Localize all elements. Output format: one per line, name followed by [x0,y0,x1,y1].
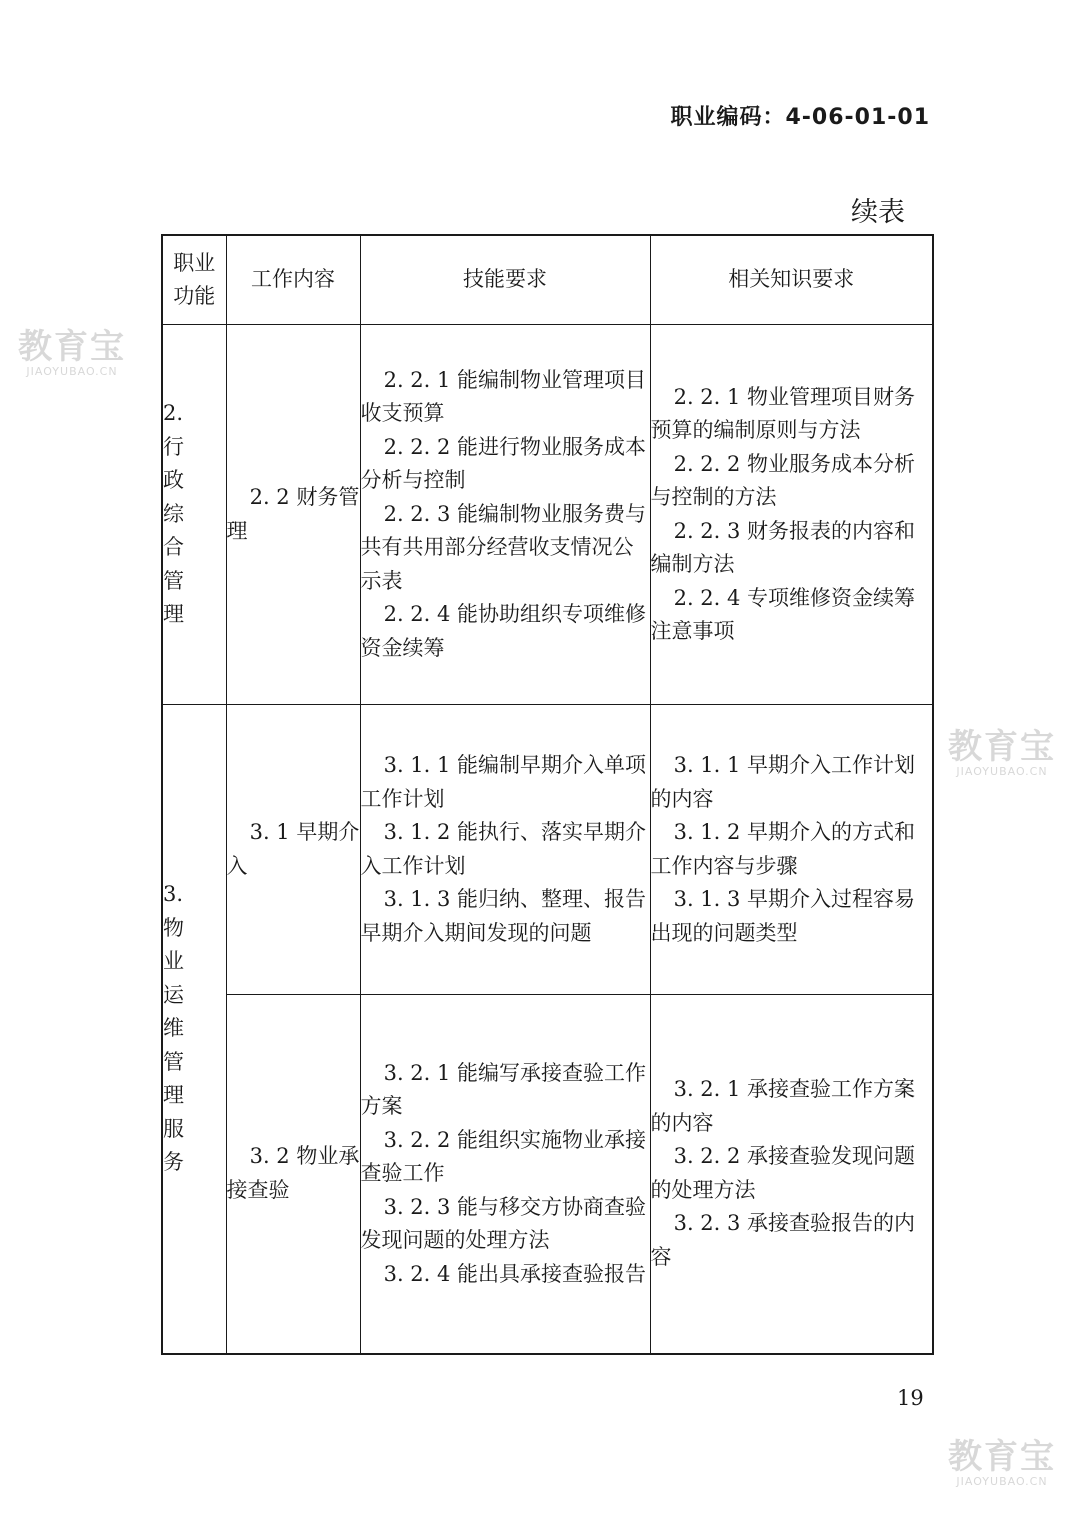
skills-cell [360,325,650,705]
header-function-line: 功能 [173,284,216,308]
function-label-char: 行 [163,434,184,459]
function-label-char: 管 [163,568,184,593]
function-cell-3 [162,705,226,1354]
table-row [162,705,933,995]
header-work-content: 工作内容 [226,235,360,325]
requirement-item: 3. 1. 1 早期介入工作计划的内容 [650,753,916,811]
function-label-char: 务 [163,1150,184,1174]
function-label-char: 3. [163,882,184,906]
knowledge-cell [650,705,933,995]
header-function-line: 职业 [173,250,216,275]
requirement-item: 3. 2. 3 承接查验报告的内容 [650,1211,916,1269]
function-label-char: 运 [163,982,184,1007]
function-label-char: 维 [163,1016,184,1040]
requirement-item: 3. 2. 3 能与移交方协商查验发现问题的处理方法 [360,1194,647,1252]
requirement-item: 2. 2. 2 能进行物业服务成本分析与控制 [360,434,647,493]
skills-cell [360,995,650,1354]
knowledge-cell [650,325,933,705]
work-content-cell: 2. 2 财务管理 [226,325,360,705]
function-label-char: 政 [163,468,184,493]
function-label-char: 2. [163,401,184,426]
requirement-item: 3. 2. 1 能编写承接查验工作方案 [360,1060,647,1118]
function-label-char: 业 [163,949,184,973]
skills-cell [360,705,650,995]
requirement-item: 3. 1. 2 能执行、落实早期介入工作计划 [360,820,647,878]
function-label-char: 管 [163,1049,184,1074]
occupation-standard-table [161,234,934,1355]
requirement-item: 2. 2. 4 能协助组织专项维修资金续筹 [360,602,647,660]
work-content-cell: 3. 2 物业承接查验 [226,995,360,1354]
requirement-item: 2. 2. 2 物业服务成本分析与控制的方法 [650,451,916,509]
watermark-logo: 教育宝 JIAOYUBAO.CN [948,727,1056,778]
knowledge-cell [650,995,933,1354]
function-label-char: 物 [163,915,184,940]
requirement-item: 2. 2. 4 专项维修资金续筹注意事项 [650,585,916,643]
table-header-row [162,235,933,325]
page-number: 19 [897,1386,924,1410]
requirement-item: 2. 2. 3 财务报表的内容和编制方法 [650,518,916,576]
watermark-logo: 教育宝 JIAOYUBAO.CN [948,1437,1056,1488]
requirement-item: 2. 2. 1 物业管理项目财务预算的编制原则与方法 [650,384,916,442]
work-content-cell: 3. 1 早期介入 [226,705,360,995]
header-knowledge-requirements: 相关知识要求 [650,235,933,325]
function-label-char: 理 [163,602,184,627]
table-row [162,325,933,705]
requirement-item: 3. 1. 2 早期介入的方式和工作内容与步骤 [650,820,916,878]
function-label-char: 合 [163,535,184,560]
continued-label: 续表 [851,197,905,228]
requirement-item: 3. 2. 1 承接查验工作方案的内容 [650,1077,916,1135]
function-label-char: 理 [163,1083,184,1107]
function-label-char: 综 [163,501,184,526]
header-function [162,235,226,325]
requirement-item: 3. 1. 3 早期介入过程容易出现的问题类型 [650,887,916,945]
requirement-item: 3. 1. 1 能编制早期介入单项工作计划 [360,753,647,811]
requirement-item: 3. 2. 2 能组织实施物业承接查验工作 [360,1127,647,1185]
function-cell-2 [162,325,226,705]
requirement-item: 3. 2. 4 能出具承接查验报告 [383,1261,647,1286]
occupation-code: 职业编码：4-06-01-01 [670,105,930,130]
requirement-item: 3. 1. 3 能归纳、整理、报告早期介入期间发现的问题 [360,887,647,945]
table-row [162,995,933,1354]
function-label-char: 服 [163,1116,184,1141]
requirement-item: 3. 2. 2 承接查验发现问题的处理方法 [650,1144,916,1202]
requirement-item: 2. 2. 3 能编制物业服务费与共有共用部分经营收支情况公示表 [360,501,647,593]
header-skill-requirements: 技能要求 [360,235,650,325]
requirement-item: 2. 2. 1 能编制物业管理项目收支预算 [360,367,647,426]
watermark-logo: 教育宝 JIAOYUBAO.CN [18,327,126,378]
